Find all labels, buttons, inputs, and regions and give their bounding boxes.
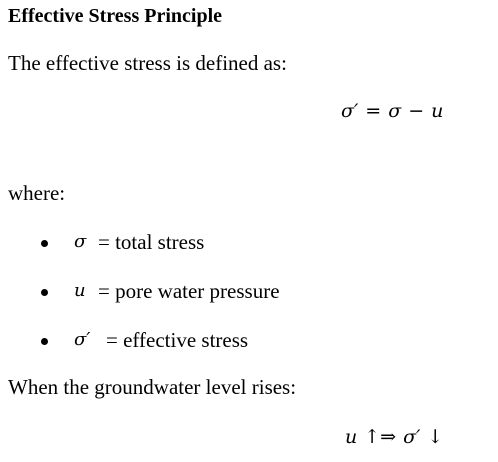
page-title: Effective Stress Principle [8, 5, 223, 27]
bullet-icon [41, 338, 48, 345]
where-label: where: [8, 181, 66, 205]
groundwater-rise-equation [345, 424, 443, 450]
effective-stress-equation [341, 98, 443, 124]
up-arrow-icon: ↑ [364, 426, 381, 448]
bullet-icon [41, 240, 48, 247]
definition-symbol: σ′ [74, 329, 91, 350]
definition-symbol: σ [74, 231, 87, 252]
equation-equals: = [365, 100, 382, 122]
bullet-icon [41, 289, 48, 296]
equation-pore-pressure: u [431, 100, 444, 122]
definition-text: = total stress [98, 230, 205, 254]
definition-text: = effective stress [106, 328, 249, 352]
down-arrow-icon: ↓ [427, 426, 444, 448]
condition-paragraph: When the groundwater level rises: [8, 375, 297, 399]
equation-pore-pressure: u [345, 426, 358, 448]
equation-lhs: σ′ [341, 100, 359, 122]
definition-symbol: u [74, 280, 86, 301]
implies-arrow-icon: ⇒ [380, 426, 397, 448]
equation-minus: − [408, 100, 425, 122]
equation-total-stress: σ [388, 100, 402, 122]
equation-effective-stress: σ′ [403, 426, 421, 448]
intro-paragraph: The effective stress is defined as: [8, 51, 287, 75]
definition-text: = pore water pressure [98, 279, 280, 303]
